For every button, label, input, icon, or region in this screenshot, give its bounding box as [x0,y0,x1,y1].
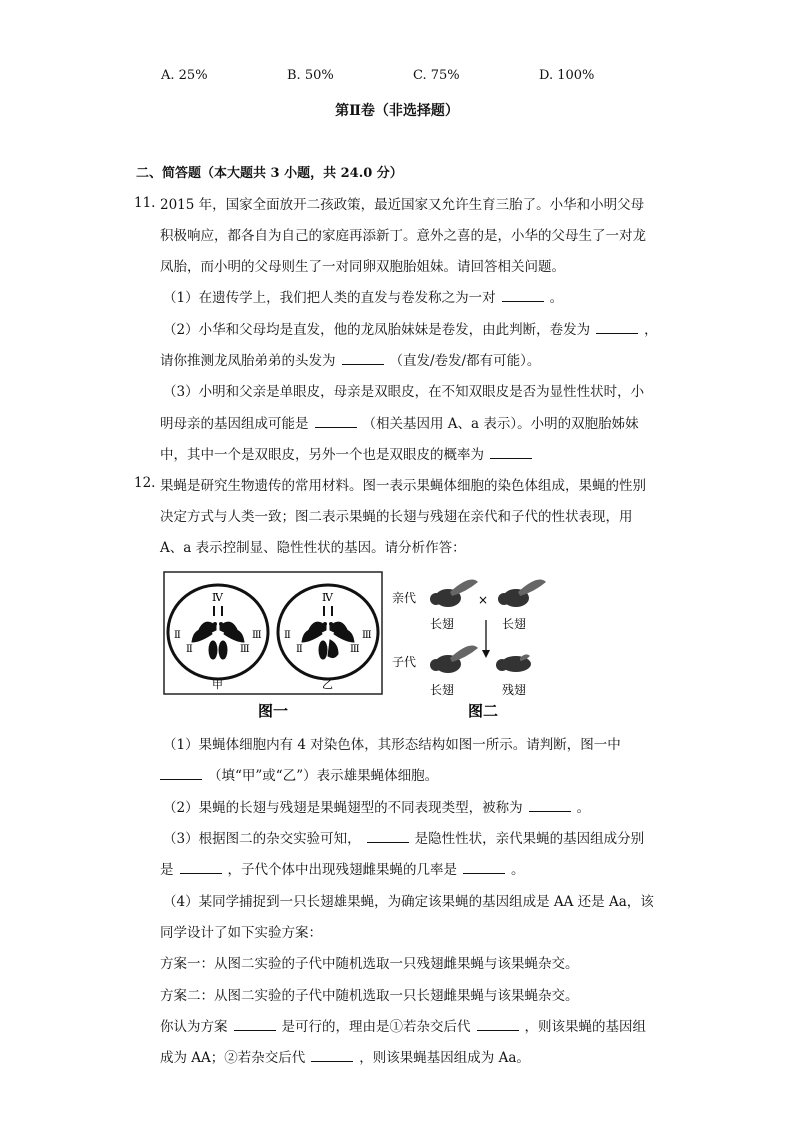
q12-part-1: （1）果蝇体细胞内有 4 对染色体，其形态结构如图一所示。请判断，图一中 [163,737,621,753]
arrow-head [482,650,490,658]
child-label: 子代 [392,655,417,669]
q11-part-1 [163,286,563,306]
roman-iv-jia: Ⅳ [212,591,223,604]
q11-part-2 [163,318,658,338]
q11-p1-end: 。 [549,290,564,306]
answer-blank[interactable] [502,290,544,302]
q12-part-4: （4）某同学捕捉到一只长翅雄果蝇，为确定该果蝇的基因组成是 AA 还是 Aa，该 [163,894,654,910]
answer-blank[interactable] [490,447,532,459]
option-c: C. 75% [413,68,460,83]
cross-sign: × [478,593,489,607]
fig1-caption: 图一 [258,702,289,720]
q12-p3-text-2: 是隐性性状，亲代果蝇的基因组成分别 [414,831,645,847]
q12-part-3 [163,827,644,847]
q11-p2-text: （2）小华和父母均是直发，他的龙凤胎妹妹是卷发，由此判断，卷发为 [163,322,591,338]
answer-blank[interactable] [180,862,222,874]
q12-part-5-cont [160,1046,530,1066]
parent-right-trait: 长翅 [502,617,527,631]
q11-p3-text-3: 中，其中一个是双眼皮，另外一个也是双眼皮的概率为 [160,447,484,463]
roman-ii-jia: Ⅱ [186,644,193,655]
answer-blank[interactable] [463,862,505,874]
answer-blank[interactable] [342,353,384,365]
q11-p2-text-2: 请你推测龙凤胎弟弟的头发为 [160,353,336,369]
q12-intro-line-1: 果蝇是研究生物遗传的常用材料。图一表示果蝇体细胞的染色体组成，果蝇的性别 [160,478,646,494]
q12-p3-text: （3）根据图二的杂交实验可知， [163,831,361,847]
roman-iii-jia: Ⅲ [252,630,262,641]
roman-iv-yi: Ⅳ [322,591,333,604]
roman-iii-jia-2: Ⅲ [240,644,250,655]
roman-iii-yi: Ⅲ [362,630,372,641]
answer-blank[interactable] [477,1019,519,1031]
roman-ii-yi-left: Ⅱ [284,630,291,641]
q12-p1-text: （填“甲”或“乙”）表示雄果蝇体细胞。 [208,768,439,784]
cell-label-jia: 甲 [212,678,223,691]
roman-ii-yi: Ⅱ [296,644,303,655]
q12-p5-text: 你认为方案 [160,1019,228,1035]
q11-p3-text: 明母亲的基因组成可能是 [160,416,309,432]
parent-label: 亲代 [392,591,417,605]
q12-intro-line-3: A、a 表示控制显、隐性性状的基因。请分析作答： [160,540,466,556]
q12-part-5 [160,1015,646,1035]
q12-p3-end: 。 [511,862,525,878]
q11-p1-text: （1）在遗传学上，我们把人类的直发与卷发称之为一对 [163,290,496,306]
option-b: B. 50% [287,68,334,83]
chromosomes-jia [192,606,244,659]
chromosomes-yi [302,606,354,659]
section-title: 第Ⅱ卷（非选择题） [335,103,459,119]
q12-part-4-cont: 同学设计了如下实验方案： [160,925,322,941]
answer-blank[interactable] [315,416,357,428]
question-11-number: 11. [134,195,156,211]
section-header: 二、简答题（本大题共 3 小题，共 24.0 分） [136,166,403,181]
fly-parent-right [498,580,546,607]
q11-part-2-cont [160,349,540,369]
q12-p5-text-3: ，则该果蝇的基因组 [524,1019,646,1035]
fly-parent-left [430,580,478,607]
fly-child-left [430,646,478,673]
answer-blank[interactable] [529,800,571,812]
q12-p2-end: 。 [576,800,591,816]
q12-p3-text-3: 是 [160,862,174,878]
q11-intro-line-3: 凤胎，而小明的父母则生了一对同卵双胞胎姐妹。请回答相关问题。 [160,259,565,275]
q12-p2-text: （2）果蝇的长翅与残翅是果蝇翅型的不同表现类型，被称为 [163,800,523,816]
question-12-number: 12. [134,475,156,491]
q11-part-3-cont [160,412,639,432]
q12-plan-1: 方案一：从图二实验的子代中随机选取一只残翅雌果蝇与该果蝇杂交。 [160,956,579,972]
child-left-trait: 长翅 [430,683,455,697]
roman-ii-jia-left: Ⅱ [174,630,181,641]
q11-intro-line-1: 2015 年，国家全面放开二孩政策，最近国家又允许生育三胎了。小华和小明父母 [160,197,645,213]
roman-iii-yi-2: Ⅲ [350,644,360,655]
q11-intro-line-2: 积极响应，都各自为自己的家庭再添新丁。意外之喜的是，小华的父母生了一对龙 [160,228,646,244]
child-right-trait: 残翅 [502,683,527,697]
q11-p3-text-2: （相关基因用 A、a 表示）。小明的双胞胎姊妹 [362,416,639,432]
fly-child-right [496,654,531,672]
q12-part-1-cont [160,764,438,784]
answer-blank[interactable] [234,1019,276,1031]
q12-plan-2: 方案二：从图二实验的子代中随机选取一只长翅雌果蝇与该果蝇杂交。 [160,988,579,1004]
q11-part-3-cont-2 [160,443,538,463]
answer-blank[interactable] [160,768,202,780]
option-d: D. 100% [539,68,595,83]
cell-label-yi: 乙 [322,678,333,691]
q12-intro-line-2: 决定方式与人类一致；图二表示果蝇的长翅与残翅在亲代和子代的性状表现，用 [160,509,633,525]
q12-part-3-cont [160,858,525,878]
q12-part-2 [163,796,590,816]
fig2-caption: 图二 [468,702,499,720]
parent-left-trait: 长翅 [430,617,455,631]
fruit-fly-figure [160,568,550,724]
answer-blank[interactable] [367,831,409,843]
answer-blank[interactable] [311,1050,353,1062]
q11-p2-end: ， [644,322,658,338]
q12-p5-text-5: ，则该果蝇基因组成为 Aa。 [359,1050,530,1066]
option-a: A. 25% [161,68,208,83]
q11-p2-text-3: （直发/卷发/都有可能）。 [389,353,541,369]
q12-p3-text-4: ，子代个体中出现残翅雌果蝇的几率是 [227,862,457,878]
figure-svg [160,568,550,724]
q12-p5-text-2: 是可行的，理由是①若杂交后代 [281,1019,471,1035]
answer-blank[interactable] [596,322,638,334]
q11-part-3: （3）小明和父亲是单眼皮，母亲是双眼皮，在不知双眼皮是否为显性性状时，小 [163,384,645,400]
q12-p5-text-4: 成为 AA；②若杂交后代 [160,1050,306,1066]
